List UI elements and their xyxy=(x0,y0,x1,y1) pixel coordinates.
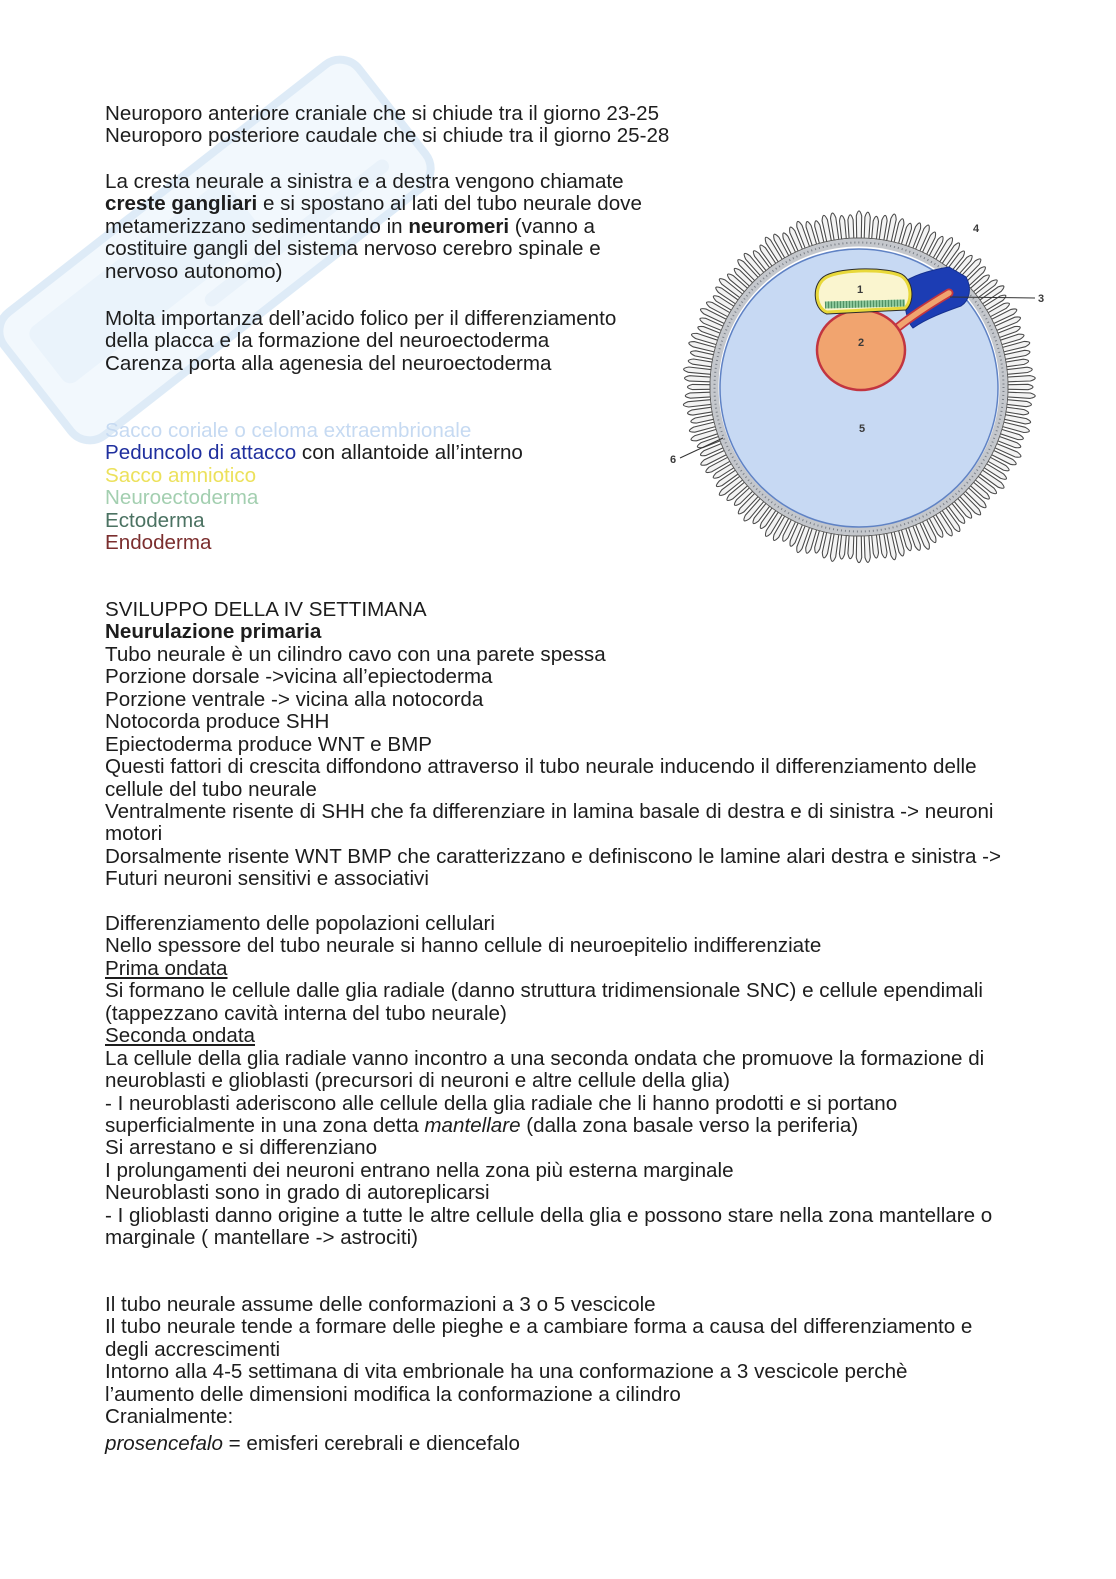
label-2: 2 xyxy=(857,337,865,349)
text-line: Porzione ventrale -> vicina alla notocorda xyxy=(105,687,484,711)
second-wave-title: Seconda ondata xyxy=(105,1024,256,1048)
text-line: Intorno alla 4-5 settimana di vita embrionale ha una conformazione a 3 vescicole perchè xyxy=(105,1360,908,1384)
text-line: marginale ( mantellare -> astrociti) xyxy=(105,1226,419,1250)
italic-term: prosencefalo xyxy=(105,1431,223,1455)
text-line: Questi fattori di crescita diffondono attraverso il tubo neurale inducendo il differenziamento delle xyxy=(105,755,977,779)
bold-term: creste gangliari xyxy=(105,192,258,216)
text-line: Il tubo neurale tende a formare delle pieghe e a cambiare forma a causa del differenziamento e xyxy=(105,1315,973,1339)
legend-item-amniotic-sac: Sacco amniotico xyxy=(105,463,257,487)
text-span: metamerizzano sedimentando in xyxy=(105,214,409,238)
section-subheading: Neurulazione primaria xyxy=(105,620,322,644)
text-line: Notocorda produce SHH xyxy=(105,710,330,734)
legend-item-ectoderm: Ectoderma xyxy=(105,508,205,532)
text-line: neuroblasti e glioblasti (precursori di neuroni e altre cellule della glia) xyxy=(105,1069,731,1093)
text-line: cellule del tubo neurale xyxy=(105,777,317,801)
text-line: Il tubo neurale assume delle conformazioni a 3 o 5 vescicole xyxy=(105,1293,656,1316)
text-span: = emisferi cerebrali e diencefalo xyxy=(222,1431,520,1455)
text-line: Dorsalmente risente WNT BMP che caratterizzano e definiscono le lamine alari destra e sinistra -> xyxy=(105,844,1002,868)
text-line: Si arrestano e si differenziano xyxy=(105,1136,378,1160)
text-line: - I glioblasti danno origine a tutte le altre cellule della glia e possono stare nella zona mantellare o xyxy=(105,1203,993,1227)
legend-item-neuroectoderm: Neuroectoderma xyxy=(105,486,259,510)
bold-term: neuromeri xyxy=(408,214,510,238)
text-line xyxy=(105,1433,972,1455)
text-line: Molta importanza dell’acido folico per il differenziamento xyxy=(105,307,617,330)
text-line xyxy=(105,958,992,980)
text-line: Carenza porta alla agenesia del neuroectoderma xyxy=(105,351,552,375)
text-line: nervoso autonomo) xyxy=(105,259,283,283)
legend-suffix: con allantoide all’interno xyxy=(296,441,523,465)
text-line: motori xyxy=(105,822,163,846)
legend-item-connecting-stalk xyxy=(105,442,523,464)
label-1: 1 xyxy=(856,284,864,296)
text-line: Ventralmente risente di SHH che fa differenziare in lamina basale di destra e di sinistra -> neuroni xyxy=(105,799,994,823)
text-line: Porzione dorsale ->vicina all’epiectoderma xyxy=(105,665,493,689)
text-line: della placca e la formazione del neuroectoderma xyxy=(105,329,550,353)
text-line xyxy=(105,216,642,238)
italic-term: mantellare xyxy=(424,1113,521,1137)
text-line xyxy=(105,1025,992,1047)
text-line: Cranialmente: xyxy=(105,1405,234,1429)
text-line: I prolungamenti dei neuroni entrano nella zona più esterna marginale xyxy=(105,1158,734,1182)
legend-item-endoderm: Endoderma xyxy=(105,531,212,555)
text-span: (dalla zona basale verso la periferia) xyxy=(520,1113,859,1137)
text-line: Tubo neurale è un cilindro cavo con una parete spessa xyxy=(105,642,606,666)
text-span: superficialmente in una zona detta xyxy=(105,1113,425,1137)
section-heading: SVILUPPO DELLA IV SETTIMANA xyxy=(105,598,427,621)
text-line: Si formano le cellule dalle glia radiale (danno struttura tridimensionale SNC) e cellule ependimali xyxy=(105,979,983,1003)
neural-crest-paragraph xyxy=(105,171,642,283)
text-span: (vanno a xyxy=(509,214,595,238)
text-line: costituire gangli del sistema nervoso cerebro spinale e xyxy=(105,237,601,261)
text-line: Epiectoderma produce WNT e BMP xyxy=(105,732,432,756)
vesicles-section xyxy=(105,1294,972,1455)
text-line: La cellule della glia radiale vanno incontro a una seconda ondata che promuove la formazione di xyxy=(105,1046,985,1070)
diagram-color-legend xyxy=(105,420,523,555)
folic-acid-paragraph xyxy=(105,308,616,375)
chorionic-sac-diagram xyxy=(665,200,1055,570)
text-line: l’aumento delle dimensioni modifica la conformazione a cilindro xyxy=(105,1382,681,1406)
text-line: La cresta neurale a sinistra e a destra vengono chiamate xyxy=(105,170,624,193)
week4-section xyxy=(105,599,1001,891)
text-line: (tappezzano cavità interna del tubo neurale) xyxy=(105,1001,507,1025)
text-line: degli accrescimenti xyxy=(105,1337,281,1361)
label-4: 4 xyxy=(973,223,980,235)
text-line xyxy=(105,193,642,215)
label-6: 6 xyxy=(670,454,677,466)
cell-differentiation-section xyxy=(105,913,992,1250)
legend-label: Peduncolo di attacco xyxy=(105,441,297,465)
legend-item-chorionic-sac: Sacco coriale o celoma extraembrionale xyxy=(105,419,472,442)
text-line: Neuroporo anteriore craniale che si chiude tra il giorno 23-25 xyxy=(105,102,660,125)
neuropore-notes xyxy=(105,103,669,148)
text-line: - I neuroblasti aderiscono alle cellule della glia radiale che li hanno prodotti e si portano xyxy=(105,1091,898,1115)
text-line: Neuroporo posteriore caudale che si chiude tra il giorno 25-28 xyxy=(105,124,670,148)
yolk-sac xyxy=(817,310,905,390)
text-line: Differenziamento delle popolazioni cellulari xyxy=(105,912,495,935)
text-line: Futuri neuroni sensitivi e associativi xyxy=(105,867,429,891)
label-5: 5 xyxy=(858,423,866,435)
label-3: 3 xyxy=(1038,293,1045,305)
text-line xyxy=(105,1115,992,1137)
text-span: e si spostano ai lati del tubo neurale dove xyxy=(257,192,642,216)
text-line: Nello spessore del tubo neurale si hanno cellule di neuroepitelio indifferenziate xyxy=(105,934,822,958)
first-wave-title: Prima ondata xyxy=(105,956,228,980)
text-line: Neuroblasti sono in grado di autoreplicarsi xyxy=(105,1181,490,1205)
